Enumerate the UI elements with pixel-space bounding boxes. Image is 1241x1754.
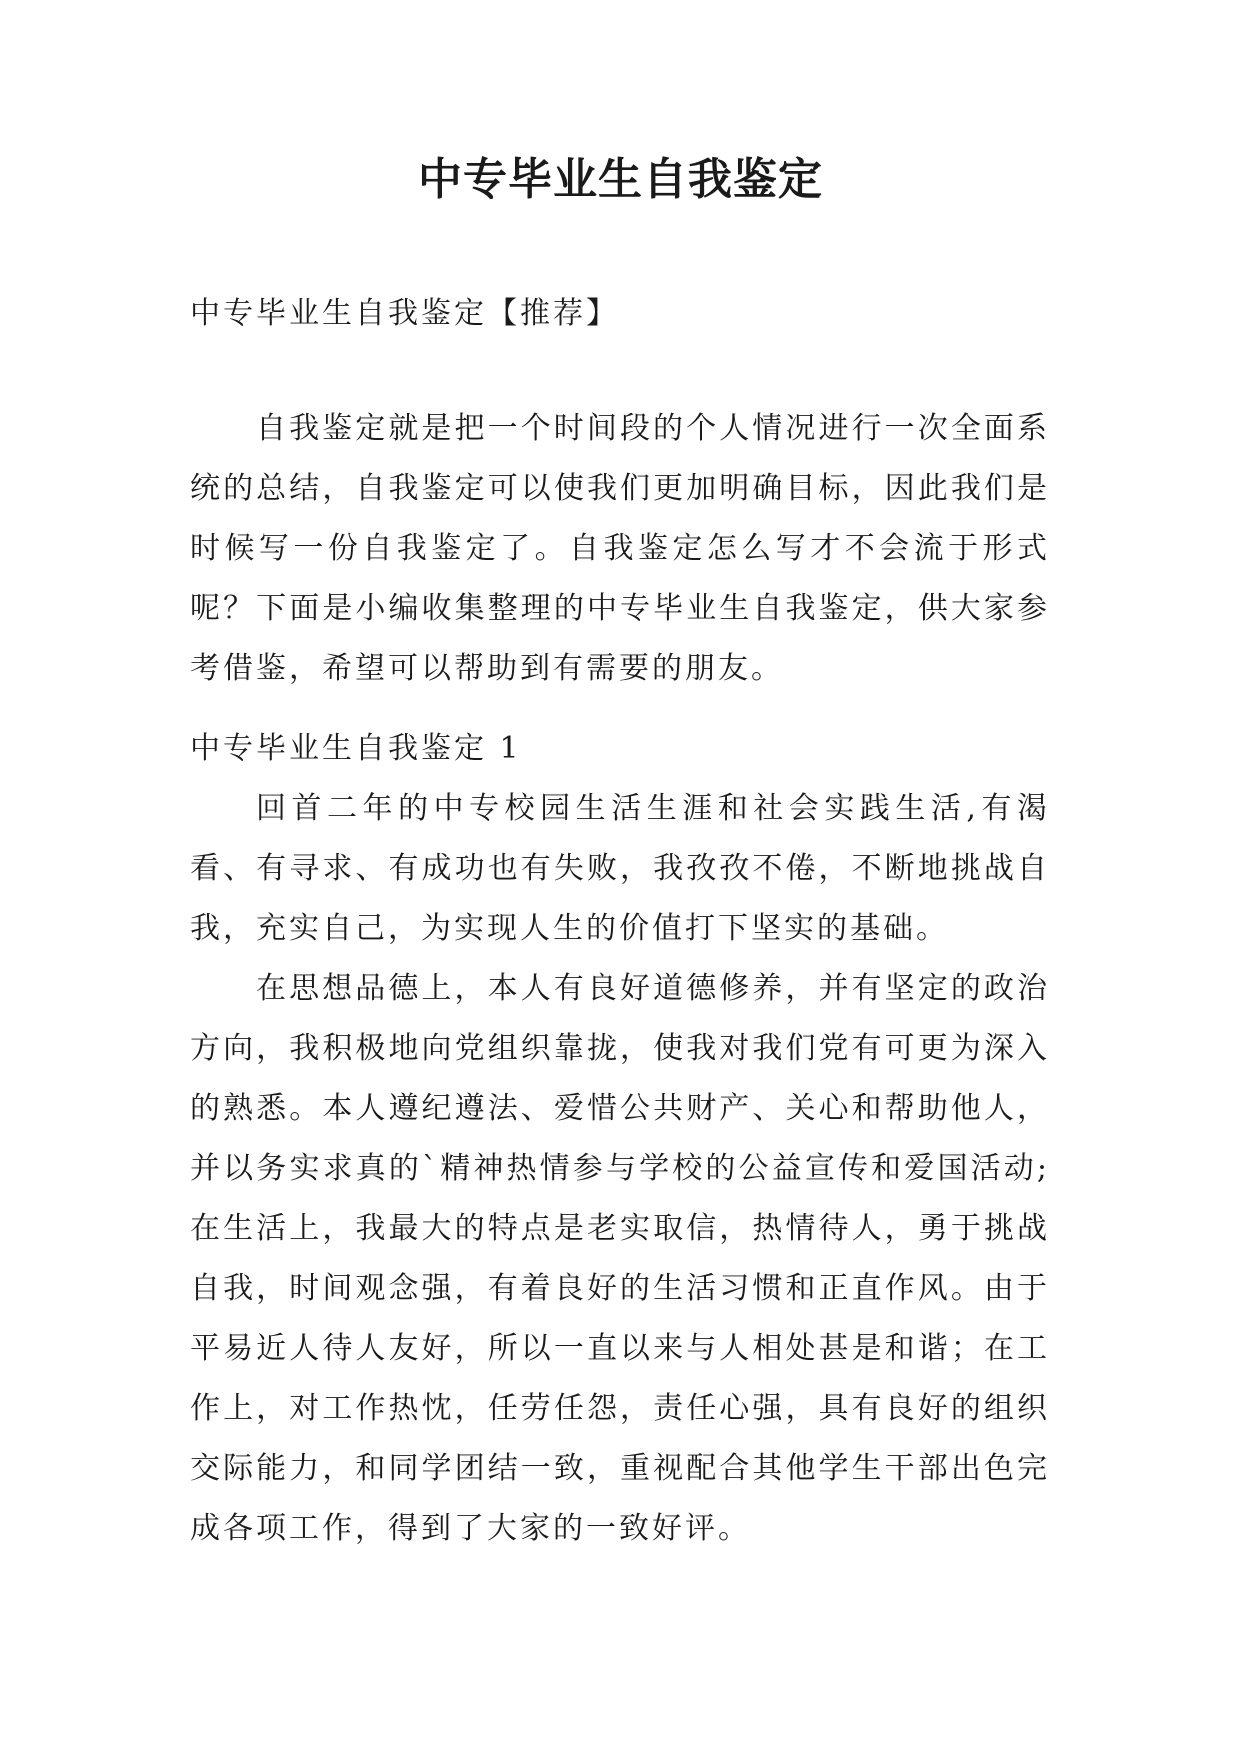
section-paragraph: 在思想品德上，本人有良好道德修养，并有坚定的政治方向，我积极地向党组织靠拢，使我对我们党有可更为深入的熟悉。本人遵纪遵法、爱惜公共财产、关心和帮助他人，并以务实求真的`精神热情参与学校的公益宣传和爱国活动;在生活上，我最大的特点是老实取信，热情待人，勇于挑战自我，时间观念强，有着良好的生活习惯和正直作风。由于平易近人待人友好，所以一直以来与人相处甚是和谐；在工作上，对工作热忱，任劳任怨，责任心强，具有良好的组织交际能力，和同学团结一致，重视配合其他学生干部出色完成各项工作，得到了大家的一致好评。 <box>190 971 1050 1546</box>
document-subtitle: 中专毕业生自我鉴定【推荐】 <box>190 296 619 331</box>
section-paragraph: 回首二年的中专校园生活生涯和社会实践生活,有渴看、有寻求、有成功也有失败，我孜孜不倦，不断地挑战自我，充实自己，为实现人生的价值打下坚实的基础。 <box>190 791 1050 946</box>
intro-paragraph: 自我鉴定就是把一个时间段的个人情况进行一次全面系统的总结，自我鉴定可以使我们更加明确目标，因此我们是时候写一份自我鉴定了。自我鉴定怎么写才不会流于形式呢？下面是小编收集整理的中专毕业生自我鉴定，供大家参考借鉴，希望可以帮助到有需要的朋友。 <box>190 411 1050 686</box>
section-heading: 中专毕业生自我鉴定 1 <box>190 731 522 766</box>
document-title: 中专毕业生自我鉴定 <box>418 154 823 205</box>
